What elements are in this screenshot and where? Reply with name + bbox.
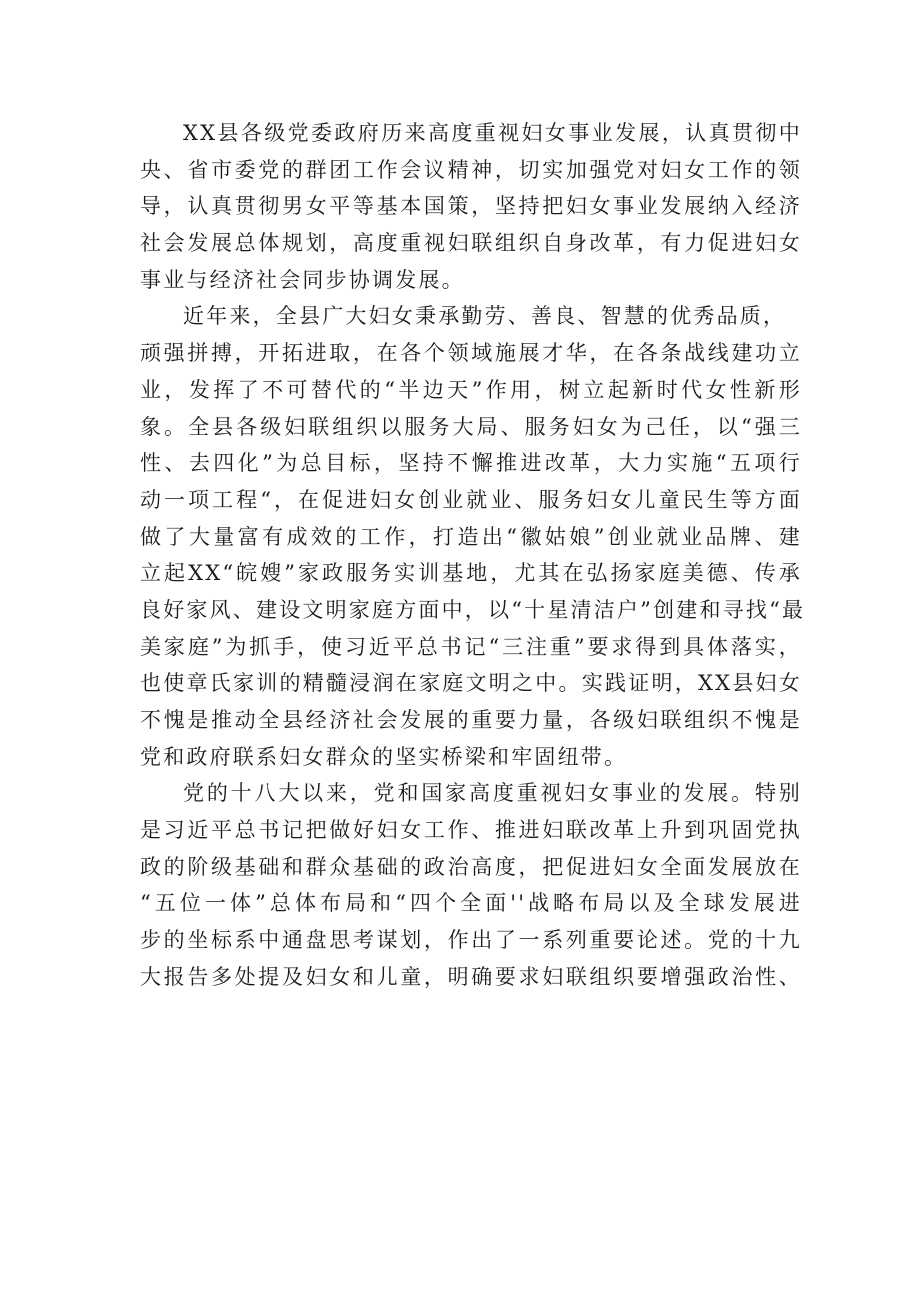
text-line: 导，认真贯彻男女平等基本国策，坚持把妇女事业发展纳入经济: [140, 194, 802, 219]
text-line: 党和政府联系妇女群众的坚实桥梁和牢固纽带。: [140, 744, 628, 769]
text-line: “五位一体”总体布局和“四个全面''战略布局以及全球发展进: [140, 891, 802, 916]
text-line: 社会发展总体规划，高度重视妇联组织自身改革，有力促进妇女: [140, 231, 802, 256]
paragraph-1: [140, 115, 802, 298]
text-line: 政的阶级基础和群众基础的政治高度，把促进妇女全面发展放在: [140, 854, 802, 879]
paragraph-2: [140, 298, 806, 775]
text-line: 美家庭”为抓手，使习近平总书记“三注重”要求得到具体落实，: [140, 634, 802, 659]
text-line: 顽强拼搏，开拓进取，在各个领域施展才华，在各条战线建功立: [140, 341, 802, 366]
text-line: 步的坐标系中通盘思考谋划，作出了一系列重要论述。党的十九: [140, 928, 802, 953]
text-line: 象。全县各级妇联组织以服务大局、服务妇女为己任，以“强三: [140, 414, 802, 439]
text-line: XX县各级党委政府历来高度重视妇女事业发展，认真贯彻中: [183, 121, 802, 145]
text-line: 业，发挥了不可替代的“半边天”作用，树立起新时代女性新形: [140, 377, 802, 402]
text-line: 动一项工程“，在促进妇女创业就业、服务妇女儿童民生等方面: [140, 487, 802, 512]
text-line: 立起XX“皖嫂”家政服务实训基地，尤其在弘扬家庭美德、传承: [140, 561, 802, 586]
text-line: 是习近平总书记把做好妇女工作、推进妇联改革上升到巩固党执: [140, 818, 802, 843]
text-line: 央、省市委党的群团工作会议精神，切实加强党对妇女工作的领: [140, 157, 802, 182]
text-line: 良好家风、建设文明家庭方面中，以“十星清洁户”创建和寻找“最: [140, 597, 806, 622]
document-body: [140, 115, 806, 996]
text-line: 大报告多处提及妇女和儿童，明确要求妇联组织要增强政治性、: [140, 964, 802, 989]
text-line: 也使章氏家训的精髓浸润在家庭文明之中。实践证明，XX县妇女: [140, 671, 802, 696]
text-line: 性、去四化”为总目标，坚持不懈推进改革，大力实施“五项行: [140, 451, 802, 476]
text-line: 党的十八大以来，党和国家高度重视妇女事业的发展。特别: [183, 781, 802, 806]
text-line: 近年来，全县广大妇女秉承勤劳、善良、智慧的优秀品质，: [183, 304, 787, 329]
text-line: 事业与经济社会同步协调发展。: [140, 267, 465, 292]
text-line: 不愧是推动全县经济社会发展的重要力量，各级妇联组织不愧是: [140, 708, 802, 732]
text-line: 做了大量富有成效的工作，打造出“徽姑娘”创业就业品牌、建: [140, 524, 802, 549]
paragraph-3: [140, 775, 802, 995]
